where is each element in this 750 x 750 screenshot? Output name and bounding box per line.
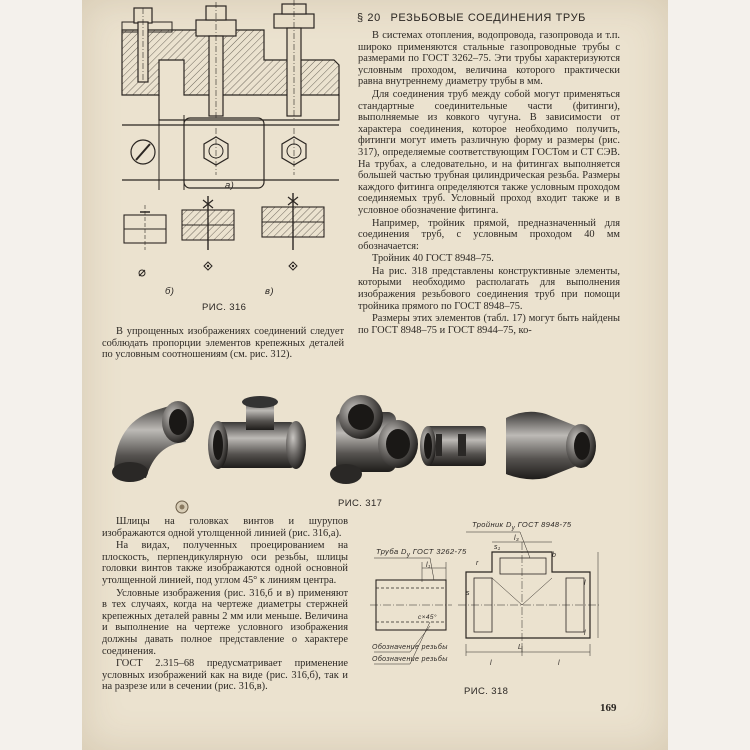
paragraph: Размеры этих элементов (табл. 17) могут быть найдены по ГОСТ 8948–75 и ГОСТ 8944–75, ко-	[358, 313, 620, 336]
paragraph: В упрощенных изображениях соединений следует соблюдать пропорции элементов крепежных деталей по условным соотношениям (см. рис. 312).	[102, 326, 344, 361]
paragraph: Например, тройник прямой, предназначенный для соединения труб, с условным проходом 40 мм обозначается:	[358, 217, 620, 252]
fig318-thread-label-2: Обозначение резьбы	[372, 656, 448, 663]
left-middle-text	[102, 326, 344, 362]
paragraph: Тройник 40 ГОСТ 8948–75.	[372, 253, 494, 265]
book-page	[82, 0, 668, 750]
figure-316-drawing	[114, 0, 344, 290]
fig318-dim-b: b	[552, 552, 557, 559]
fig318-thread-label-1: Обозначение резьбы	[372, 644, 448, 651]
section-number: § 20	[357, 12, 381, 24]
fig316-label-a: а)	[225, 180, 235, 191]
left-bottom-text	[102, 516, 348, 694]
fig316-label-b: б)	[165, 286, 175, 297]
fig318-dim-s: s	[466, 590, 470, 597]
fig318-pipe-label: Труба $D_у$ ГОСТ 3262-75	[376, 547, 467, 559]
fig318-dim-l-a: l	[490, 660, 492, 667]
paragraph: Условные изображения (рис. 316,б и в) применяют в тех случаях, когда на чертеже диаметры стержней крепежных деталей равны 2 мм или меньше. Величина и выполнение на чертеже условного изображения должны давать полное представление о характере соединения.	[102, 587, 348, 657]
fig318-dim-L: L	[518, 644, 523, 651]
fig318-dim-l1: l₁	[426, 562, 431, 569]
fig316-label-v: в)	[265, 286, 274, 297]
paragraph: В системах отопления, водопровода, газопровода и т.п. широко применяются стальные газопроводные трубы с размерами по ГОСТ 3262–75. Эти трубы характеризуются условным проходом, величина которого практически равна внутреннему диаметру трубы в мм.	[358, 30, 620, 88]
section-heading	[357, 12, 586, 24]
fig318-dim-l3: l₃	[514, 535, 520, 542]
right-column-text	[358, 30, 620, 337]
page-spot-icon	[174, 499, 190, 515]
fig318-dim-s1: s₁	[494, 544, 501, 551]
paragraph: Для соединения труб между собой могут применяться стандартные соединительные части (фитинги), выполняемые из ковкого чугуна. В зависимости от характера соединения, которое необходимо получить, фитинги могут иметь различную форму и размеры (рис. 317), определяемые соответствующим ГОСТом и СТ СЭВ. На трубах, а следовательно, и на фитингах выполняется большей частью трубная цилиндрическая резьба. Размеры каждого фитинга определяются также условным проходом соединяемых труб. Условный проход входит также и в условное обозначение фитинга.	[358, 88, 620, 216]
fig318-chamfer-label: с×45°	[418, 614, 437, 621]
fig318-dim-l-c: l	[584, 580, 586, 587]
fig318-dim-l-b: l	[558, 660, 560, 667]
paragraph: ГОСТ 2.315–68 предусматривает применение условных изображений как на виде (рис. 316,б), так и на разрезе или в сечении (рис. 316,в).	[102, 658, 348, 693]
fig318-dim-r: r	[476, 560, 479, 567]
page-number: 169	[600, 702, 617, 714]
fig318-tee-label: Тройник $D_у$ ГОСТ 8948-75	[472, 520, 572, 532]
paragraph: На видах, полученных проецированием на плоскость, перпендикулярную оси резьбы, шлицы головки винтов также изображаются одной основной утолщенной линией, под углом 45° к линиям центра.	[102, 540, 348, 586]
fig316-caption: РИС. 316	[202, 302, 247, 313]
section-title: РЕЗЬБОВЫЕ СОЕДИНЕНИЯ ТРУБ	[390, 12, 586, 24]
fig318-dim-l-d: l	[584, 630, 586, 637]
paragraph: Шлицы на головках винтов и шурупов изображаются одной утолщенной линией (рис. 316,а).	[102, 516, 348, 539]
fig318-caption: РИС. 318	[464, 686, 509, 697]
figure-317-fittings	[106, 382, 606, 492]
fig317-caption: РИС. 317	[338, 498, 383, 509]
paragraph: На рис. 318 представлены конструктивные элементы, которыми необходимо располагать для выполнения изображения резьбового соединения труб при помощи тройника прямого по ГОСТ 8948–75.	[358, 265, 620, 312]
